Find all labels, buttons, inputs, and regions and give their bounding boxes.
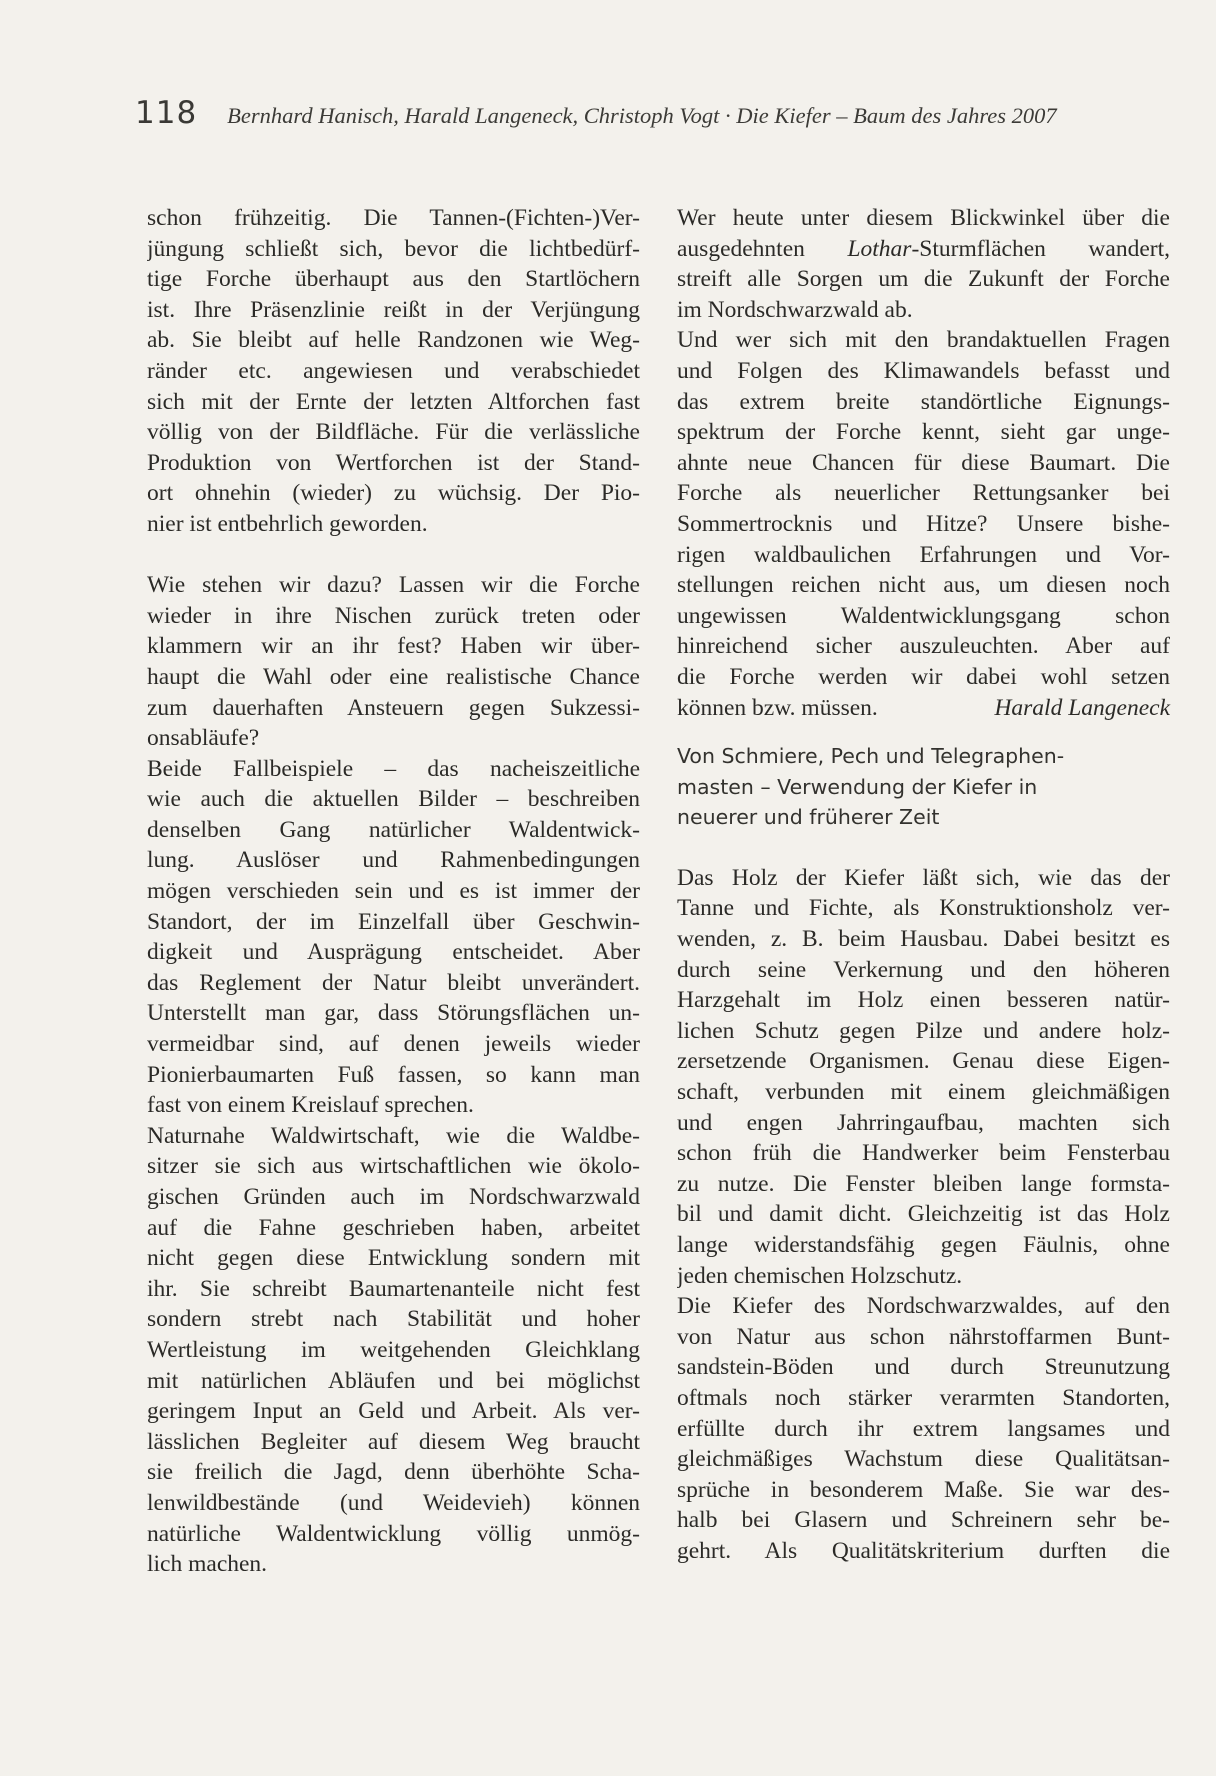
author-signature: Harald Langeneck bbox=[994, 694, 1170, 721]
text-line: ab. Sie bleibt auf helle Randzonen wie Weg- bbox=[147, 327, 640, 354]
text-line: ort ohnehin (wieder) zu wüchsig. Der Pio- bbox=[147, 480, 640, 507]
text-line: nicht gegen diese Entwicklung sondern mit bbox=[147, 1245, 640, 1272]
text-line: durch seine Verkernung und den höheren bbox=[677, 956, 1170, 983]
text-line: sie freilich die Jagd, denn überhöhte Scha- bbox=[147, 1459, 640, 1486]
text-line: ist. Ihre Präsenzlinie reißt in der Verjüngung bbox=[147, 296, 640, 323]
text-line: jeden chemischen Holzschutz. bbox=[677, 1262, 963, 1289]
paragraph bbox=[147, 1121, 640, 1580]
text-line: ungewissen Waldentwicklungsgang schon bbox=[677, 602, 1170, 629]
text-line: Standort, der im Einzelfall über Geschwin- bbox=[147, 908, 640, 935]
text-line: Von Schmiere, Pech und Telegraphen- bbox=[677, 744, 1065, 769]
text-line: von Natur aus schon nährstoffarmen Bunt- bbox=[677, 1323, 1170, 1350]
paragraph bbox=[677, 325, 1170, 723]
text-line: wenden, z. B. beim Hausbau. Dabei besitzt es bbox=[677, 926, 1170, 953]
text-line: lich machen. bbox=[147, 1551, 268, 1578]
text-line: gehrt. Als Qualitätskriterium durften die bbox=[677, 1537, 1170, 1564]
text-line: Und wer sich mit den brandaktuellen Fragen bbox=[677, 327, 1170, 354]
text-line: sprüche in besonderem Maße. Sie war des- bbox=[677, 1476, 1170, 1503]
paragraph bbox=[677, 203, 1170, 325]
text-line: lenwildbestände (und Weidevieh) können bbox=[147, 1489, 640, 1516]
text-line: geringem Input an Geld und Arbeit. Als ver- bbox=[147, 1398, 640, 1425]
text-line: schon frühzeitig. Die Tannen-(Fichten-)Ver- bbox=[147, 205, 640, 231]
text-line: fast von einem Kreislauf sprechen. bbox=[147, 1092, 474, 1119]
text-line: haupt die Wahl oder eine realistische Chance bbox=[147, 663, 640, 690]
text-line: Wertleistung im weitgehenden Gleichklang bbox=[147, 1336, 640, 1363]
signature-line bbox=[677, 693, 1170, 724]
text-line: klammern wir an ihr fest? Haben wir über- bbox=[147, 633, 640, 660]
text-line: tige Forche überhaupt aus den Startlöchern bbox=[147, 266, 640, 293]
text-line: mögen verschieden sein und es ist immer der bbox=[147, 878, 640, 905]
text-line: völlig von der Bildfläche. Für die verlässliche bbox=[147, 419, 640, 446]
text-line: sandstein-Böden und durch Streunutzung bbox=[677, 1354, 1170, 1381]
text-line: und Folgen des Klimawandels befasst und bbox=[677, 357, 1170, 384]
text-fragment: können bzw. müssen. bbox=[677, 694, 878, 721]
text-line: Wie stehen wir dazu? Lassen wir die Forche bbox=[147, 572, 640, 599]
text-lines bbox=[677, 264, 1170, 325]
text-line: rigen waldbaulichen Erfahrungen und Vor- bbox=[677, 541, 1170, 568]
text-line: zum dauerhaften Ansteuern gegen Sukzessi- bbox=[147, 694, 640, 721]
text-line: gischen Gründen auch im Nordschwarzwald bbox=[147, 1184, 640, 1210]
text-line: schaft, verbunden mit einem gleichmäßigen bbox=[677, 1079, 1170, 1106]
text-line: lung. Auslöser und Rahmenbedingungen bbox=[147, 847, 640, 874]
text-line: halb bei Glasern und Schreinern sehr be- bbox=[677, 1507, 1170, 1534]
text-line: Sommertrocknis und Hitze? Unsere bishe- bbox=[677, 510, 1170, 537]
text-line: stellungen reichen nicht aus, um diesen noch bbox=[677, 572, 1170, 599]
text-line: vermeidbar sind, auf denen jeweils wieder bbox=[147, 1031, 640, 1058]
text-line: sitzer sie sich aus wirtschaftlichen wie ökolo- bbox=[147, 1153, 640, 1180]
text-line: lichen Schutz gegen Pilze und andere holz- bbox=[677, 1017, 1170, 1044]
text-line: lange widerstandsfähig gegen Fäulnis, ohne bbox=[677, 1232, 1170, 1258]
right-column bbox=[677, 203, 1170, 1567]
text-line bbox=[677, 234, 1170, 265]
text-fragment: ausgedehnten bbox=[677, 235, 848, 262]
text-line: Forche als neuerlicher Rettungsanker bei bbox=[677, 480, 1170, 507]
text-line: Tanne und Fichte, als Konstruktionsholz ver- bbox=[677, 895, 1170, 922]
text-line: Produktion von Wertforchen ist der Stand- bbox=[147, 449, 640, 476]
running-head bbox=[135, 95, 1135, 145]
text-line: hinreichend sicher auszuleuchten. Aber auf bbox=[677, 633, 1170, 660]
text-line: Naturnahe Waldwirtschaft, wie die Waldbe- bbox=[147, 1122, 640, 1149]
text-line: denselben Gang natürlicher Waldentwick- bbox=[147, 816, 640, 843]
text-line: oftmals noch stärker verarmten Standorten, bbox=[677, 1384, 1170, 1411]
text-line: mit natürlichen Abläufen und bei möglichst bbox=[147, 1367, 640, 1394]
running-title: Bernhard Hanisch, Harald Langeneck, Christoph Vogt · Die Kiefer – Baum des Jahres 2007 bbox=[227, 103, 1057, 128]
text-line: Unterstellt man gar, dass Störungsflächen un- bbox=[147, 1000, 640, 1027]
text-line: sich mit der Ernte der letzten Altforchen fast bbox=[147, 388, 640, 415]
text-line: onsabläufe? bbox=[147, 725, 260, 752]
text-line: spektrum der Forche kennt, sieht gar unge- bbox=[677, 419, 1170, 446]
text-line: jüngung schließt sich, bevor die lichtbedürf- bbox=[147, 235, 640, 262]
text-line: Die Kiefer des Nordschwarzwaldes, auf den bbox=[677, 1293, 1170, 1320]
paragraph bbox=[147, 203, 640, 540]
text-line: masten – Verwendung der Kiefer in bbox=[677, 774, 1038, 799]
text-fragment: -Sturmflächen wandert, bbox=[911, 235, 1170, 262]
left-column bbox=[147, 203, 640, 1580]
text-line: im Nordschwarzwald ab. bbox=[677, 296, 913, 323]
text-line: sondern strebt nach Stabilität und hoher bbox=[147, 1306, 640, 1333]
text-line: und engen Jahrringaufbau, machten sich bbox=[677, 1109, 1170, 1136]
text-line: gleichmäßiges Wachstum diese Qualitätsan- bbox=[677, 1446, 1170, 1473]
text-line: natürliche Waldentwicklung völlig unmög- bbox=[147, 1520, 640, 1547]
text-line: die Forche werden wir dabei wohl setzen bbox=[677, 663, 1170, 690]
paragraph bbox=[677, 1291, 1170, 1566]
text-line: Beide Fallbeispiele – das nacheiszeitliche bbox=[147, 755, 640, 782]
italic-term: Lothar bbox=[847, 235, 912, 262]
text-line: Wer heute unter diesem Blickwinkel über die bbox=[677, 205, 1170, 231]
text-line: das Reglement der Natur bleibt unverändert. bbox=[147, 969, 640, 996]
text-line: bil und damit dicht. Gleichzeitig ist das Holz bbox=[677, 1201, 1170, 1228]
paragraph-gap bbox=[147, 540, 640, 571]
text-line: streift alle Sorgen um die Zukunft der Forche bbox=[677, 266, 1170, 293]
text-line: lässlichen Begleiter auf diesem Weg braucht bbox=[147, 1428, 640, 1455]
text-line: wie auch die aktuellen Bilder – beschreiben bbox=[147, 786, 640, 813]
text-line: Das Holz der Kiefer läßt sich, wie das der bbox=[677, 864, 1170, 891]
text-line: das extrem breite standörtliche Eignungs- bbox=[677, 388, 1170, 415]
page-number: 118 bbox=[135, 95, 198, 131]
text-line: ihr. Sie schreibt Baumartenanteile nicht fest bbox=[147, 1275, 640, 1302]
paragraph bbox=[677, 863, 1170, 1291]
text-line: digkeit und Ausprägung entscheidet. Aber bbox=[147, 939, 640, 966]
text-line: Harzgehalt im Holz einen besseren natür- bbox=[677, 987, 1170, 1014]
text-line: schon früh die Handwerker beim Fensterbau bbox=[677, 1140, 1170, 1167]
paragraph bbox=[147, 570, 640, 754]
text-line: Pionierbaumarten Fuß fassen, so kann man bbox=[147, 1061, 640, 1088]
text-line: ahnte neue Chancen für diese Baumart. Die bbox=[677, 449, 1170, 476]
paragraph bbox=[147, 754, 640, 1121]
text-line: nier ist entbehrlich geworden. bbox=[147, 510, 428, 537]
section-heading bbox=[677, 741, 1170, 833]
text-line: neuerer und früherer Zeit bbox=[677, 805, 940, 830]
text-line: zu nutze. Die Fenster bleiben lange formsta- bbox=[677, 1170, 1170, 1197]
text-line: wieder in ihre Nischen zurück treten oder bbox=[147, 602, 640, 629]
text-line: erfüllte durch ihr extrem langsames und bbox=[677, 1415, 1170, 1442]
text-line: ränder etc. angewiesen und verabschiedet bbox=[147, 357, 640, 384]
text-line: zersetzende Organismen. Genau diese Eigen- bbox=[677, 1048, 1170, 1075]
text-lines bbox=[677, 325, 1170, 692]
text-line: auf die Fahne geschrieben haben, arbeitet bbox=[147, 1214, 640, 1241]
